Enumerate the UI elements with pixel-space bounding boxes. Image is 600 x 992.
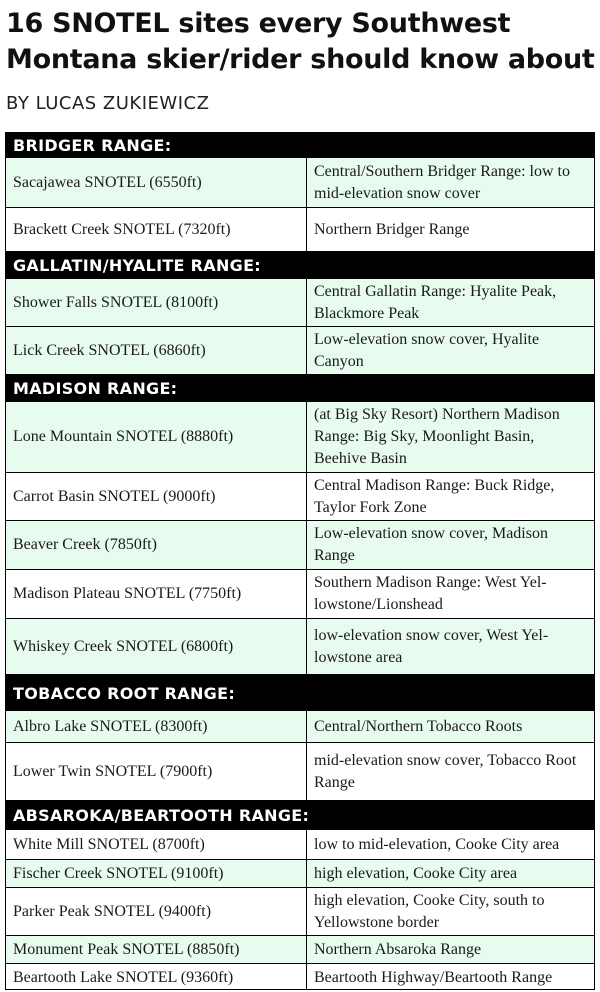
section-header-gallatin: GALLATIN/HYALITE RANGE: — [6, 252, 594, 279]
article-title: 16 SNOTEL sites every Southwest Montana skier/rider should know about — [6, 8, 595, 75]
section-header-tobacco-root: TOBACCO ROOT RANGE: — [6, 675, 594, 711]
table-row — [6, 964, 594, 990]
site-description: Low-elevation snow cover, Madison Range — [314, 525, 548, 564]
table-row — [6, 473, 594, 521]
site-description: low-elevation snow cover, West Yel-lowstone area — [314, 626, 549, 666]
site-description: high elevation, Cooke City area — [314, 864, 518, 882]
site-description: Central/Southern Bridger Range: low to mid-elevation snow cover — [314, 162, 570, 202]
site-description: Central Gallatin Range: Hyalite Peak, Blackmore Peak — [314, 282, 557, 322]
table-row — [6, 279, 594, 327]
site-name: Sacajawea SNOTEL (6550ft) — [6, 158, 307, 207]
site-name: Beartooth Lake SNOTEL (9360ft) — [6, 964, 307, 990]
site-name: Carrot Basin SNOTEL (9000ft) — [6, 473, 307, 520]
section-header-bridger: BRIDGER RANGE: — [6, 133, 594, 158]
table-row — [6, 158, 594, 208]
site-name: Lower Twin SNOTEL (7900ft) — [6, 743, 307, 800]
byline: BY LUCAS ZUKIEWICZ — [6, 93, 210, 114]
site-description: mid-elevation snow cover, Tobacco Root Range — [314, 751, 577, 791]
site-name: Monument Peak SNOTEL (8850ft) — [6, 936, 307, 963]
table-row — [6, 208, 594, 252]
table-row — [6, 521, 594, 570]
table-row — [6, 570, 594, 619]
table-row — [6, 619, 594, 675]
table-row — [6, 402, 594, 473]
site-description: Central/Northern Tobacco Roots — [314, 717, 523, 735]
site-name: Whiskey Creek SNOTEL (6800ft) — [6, 619, 307, 674]
snotel-table — [5, 132, 595, 990]
section-header-absaroka-beartooth: ABSAROKA/BEARTOOTH RANGE: — [6, 801, 594, 830]
site-name: Parker Peak SNOTEL (9400ft) — [6, 888, 307, 935]
site-name: Lick Creek SNOTEL (6860ft) — [6, 327, 307, 374]
site-description: Low-elevation snow cover, Hyalite Canyon — [314, 330, 540, 370]
table-row — [6, 860, 594, 888]
site-description: (at Big Sky Resort) Northern Madison Range: Big Sky, Moonlight Basin, Beehive Basin — [314, 406, 560, 467]
site-description: Central Madison Range: Buck Ridge, Taylor Fork Zone — [314, 476, 555, 516]
site-name: Albro Lake SNOTEL (8300ft) — [6, 711, 307, 742]
site-name: Madison Plateau SNOTEL (7750ft) — [6, 570, 307, 618]
table-row — [6, 888, 594, 936]
site-name: Fischer Creek SNOTEL (9100ft) — [6, 860, 307, 887]
site-name: Beaver Creek (7850ft) — [6, 521, 307, 569]
site-name: Brackett Creek SNOTEL (7320ft) — [6, 208, 307, 251]
site-description: low to mid-elevation, Cooke City area — [314, 835, 560, 853]
section-header-madison: MADISON RANGE: — [6, 375, 594, 402]
table-row — [6, 327, 594, 375]
site-description: Beartooth Highway/Beartooth Range — [314, 969, 553, 986]
site-name: Lone Mountain SNOTEL (8880ft) — [6, 402, 307, 472]
table-row — [6, 711, 594, 743]
site-name: Shower Falls SNOTEL (8100ft) — [6, 279, 307, 326]
site-description: high elevation, Cooke City, south to Yellowstone border — [314, 891, 545, 931]
site-description: Southern Madison Range: West Yel-lowstone/Lionshead — [314, 574, 547, 613]
site-name: White Mill SNOTEL (8700ft) — [6, 830, 307, 859]
site-description: Northern Absaroka Range — [314, 940, 482, 958]
table-row — [6, 936, 594, 964]
table-row — [6, 830, 594, 860]
site-description: Northern Bridger Range — [314, 220, 470, 238]
table-row — [6, 743, 594, 801]
